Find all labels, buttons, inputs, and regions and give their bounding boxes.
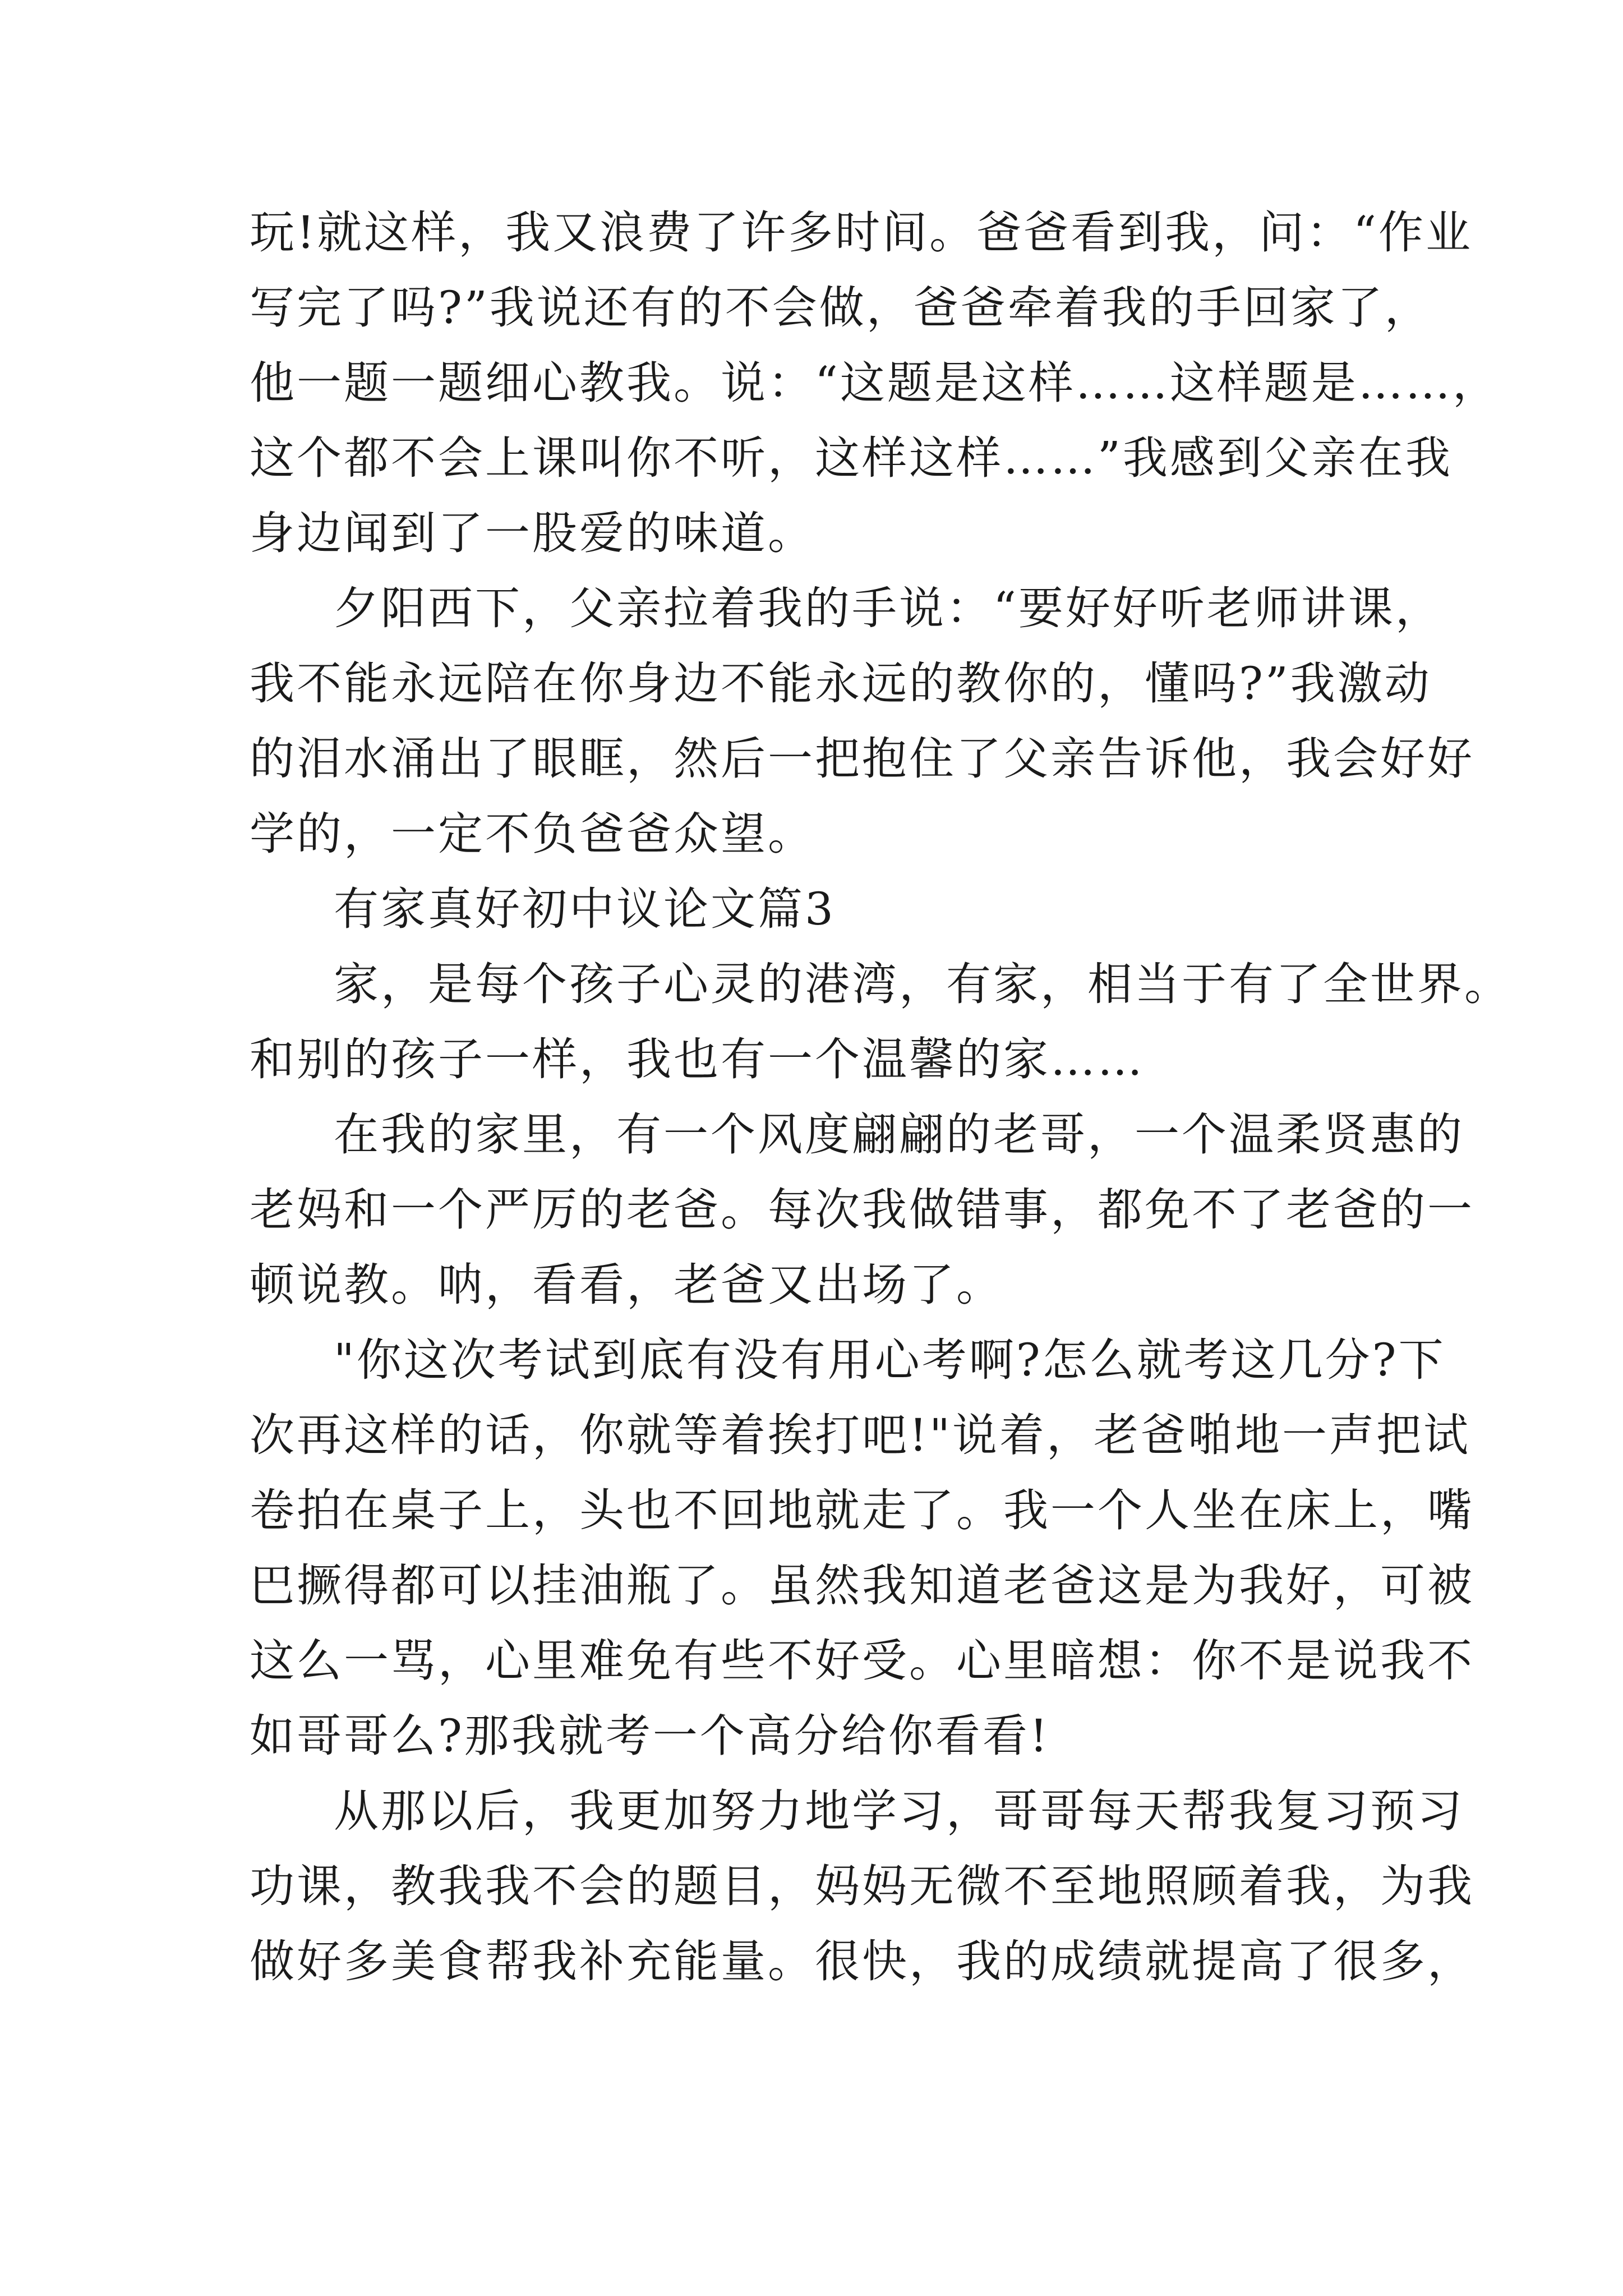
paragraph-first-line: 夕阳西下，父亲拉着我的手说：“要好好听老师讲课， <box>334 582 1442 634</box>
text-line: 他一题一题细心教我。说：“这题是这样……这样题是……， <box>250 357 1500 409</box>
text-line: 的泪水涌出了眼眶，然后一把抱住了父亲告诉他，我会好好 <box>250 733 1474 785</box>
text-line: 卷拍在桌子上，头也不回地就走了。我一个人坐在床上，嘴 <box>250 1484 1474 1536</box>
text-line: 玩!就这样，我又浪费了许多时间。爸爸看到我，问：“作业 <box>250 206 1473 259</box>
text-line: 这么一骂，心里难免有些不好受。心里暗想：你不是说我不 <box>250 1635 1474 1687</box>
paragraph-first-line: 从那以后，我更加努力地学习，哥哥每天帮我复习预习 <box>334 1785 1464 1837</box>
text-line: 功课，教我我不会的题目，妈妈无微不至地照顾着我，为我 <box>250 1860 1474 1912</box>
text-line: 身边闻到了一股爱的味道。 <box>250 507 815 559</box>
text-line: 顿说教。呐，看看，老爸又出场了。 <box>250 1259 1003 1311</box>
text-line: 次再这样的话，你就等着挨打吧!"说着，老爸啪地一声把试 <box>250 1409 1470 1461</box>
text-line: 和别的孩子一样，我也有一个温馨的家…… <box>250 1033 1145 1085</box>
text-line: 我不能永远陪在你身边不能永远的教你的，懂吗?”我激动 <box>250 657 1432 710</box>
section-heading: 有家真好初中议论文篇3 <box>334 883 836 935</box>
text-line: 如哥哥么?那我就考一个高分给你看看! <box>250 1710 1050 1762</box>
text-line: 这个都不会上课叫你不听，这样这样……”我感到父亲在我 <box>250 432 1453 484</box>
text-line: 做好多美食帮我补充能量。很快，我的成绩就提高了很多， <box>250 1935 1474 1987</box>
paragraph-first-line: 家，是每个孩子心灵的港湾，有家，相当于有了全世界。 <box>334 958 1511 1010</box>
text-line: 写完了吗?”我说还有的不会做，爸爸牵着我的手回家了， <box>250 282 1432 334</box>
paragraph-first-line: 在我的家里，有一个风度翩翩的老哥，一个温柔贤惠的 <box>334 1108 1464 1161</box>
text-line: 巴撅得都可以挂油瓶了。虽然我知道老爸这是为我好，可被 <box>250 1559 1474 1612</box>
paragraph-first-line: "你这次考试到底有没有用心考啊?怎么就考这几分?下 <box>334 1334 1446 1386</box>
text-line: 老妈和一个严厉的老爸。每次我做错事，都免不了老爸的一 <box>250 1184 1474 1236</box>
text-line: 学的，一定不负爸爸众望。 <box>250 808 815 860</box>
